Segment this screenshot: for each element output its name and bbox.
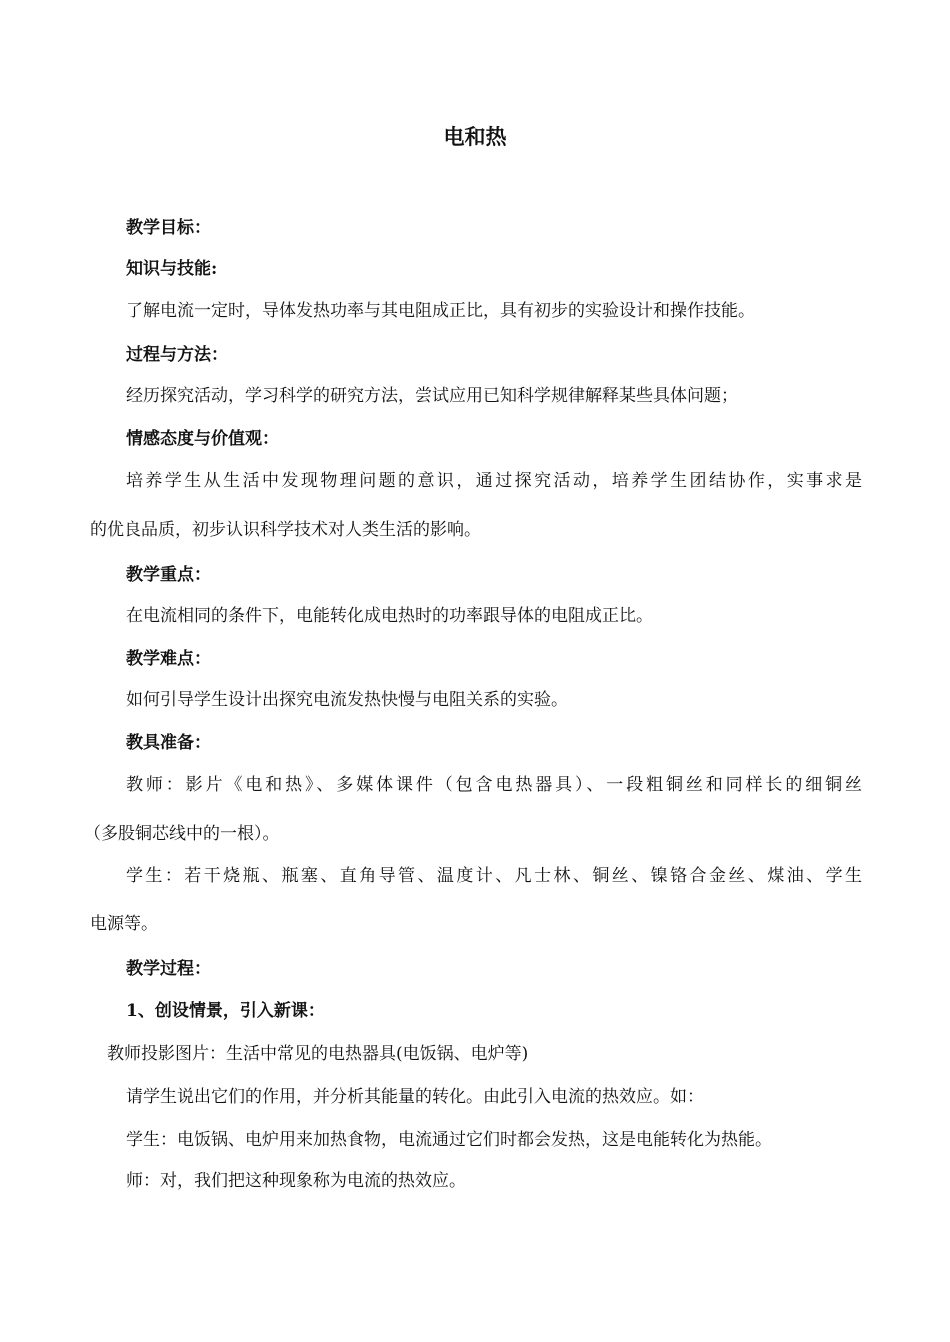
emotion-text-line1: 培养学生从生活中发现物理问题的意识，通过探究活动，培养学生团结协作，实事求是 (126, 471, 862, 491)
knowledge-text: 了解电流一定时，导体发热功率与其电阻成正比，具有初步的实验设计和操作技能。 (126, 301, 755, 321)
step1-line1: 教师投影图片：生活中常见的电热器具(电饭锅、电炉等) (107, 1044, 529, 1064)
process-text: 经历探究活动，学习科学的研究方法，尝试应用已知科学规律解释某些具体问题； (126, 386, 738, 406)
step1-heading: 1、创设情景，引入新课： (126, 1001, 325, 1021)
key-text: 在电流相同的条件下，电能转化成电热时的功率跟导体的电阻成正比。 (126, 606, 653, 626)
page-title: 电和热 (443, 124, 507, 149)
difficulty-heading: 教学难点： (126, 649, 211, 669)
tools-student-line1: 学生：若干烧瓶、瓶塞、直角导管、温度计、凡士林、铜丝、镍铬合金丝、煤油、学生 (126, 866, 862, 886)
tools-student-line2: 电源等。 (90, 914, 158, 934)
process2-heading: 教学过程： (126, 959, 211, 979)
tools-teacher-line1: 教师：影片《电和热》、多媒体课件（包含电热器具）、一段粗铜丝和同样长的细铜丝 (126, 775, 862, 795)
step1-line3: 学生：电饭锅、电炉用来加热食物，电流通过它们时都会发热，这是电能转化为热能。 (126, 1130, 772, 1150)
tools-teacher-line2: （多股铜芯线中的一根）。 (84, 824, 280, 844)
objectives-heading: 教学目标： (126, 218, 211, 238)
step1-line4: 师：对，我们把这种现象称为电流的热效应。 (126, 1171, 466, 1191)
tools-heading: 教具准备： (126, 733, 211, 753)
key-heading: 教学重点： (126, 565, 211, 585)
emotion-heading: 情感态度与价值观： (126, 429, 279, 449)
difficulty-text: 如何引导学生设计出探究电流发热快慢与电阻关系的实验。 (126, 690, 568, 710)
process-heading: 过程与方法： (126, 345, 228, 365)
knowledge-heading: 知识与技能: (126, 259, 218, 279)
step1-line2: 请学生说出它们的作用，并分析其能量的转化。由此引入电流的热效应。如： (126, 1087, 704, 1107)
emotion-text-line2: 的优良品质，初步认识科学技术对人类生活的影响。 (90, 520, 481, 540)
